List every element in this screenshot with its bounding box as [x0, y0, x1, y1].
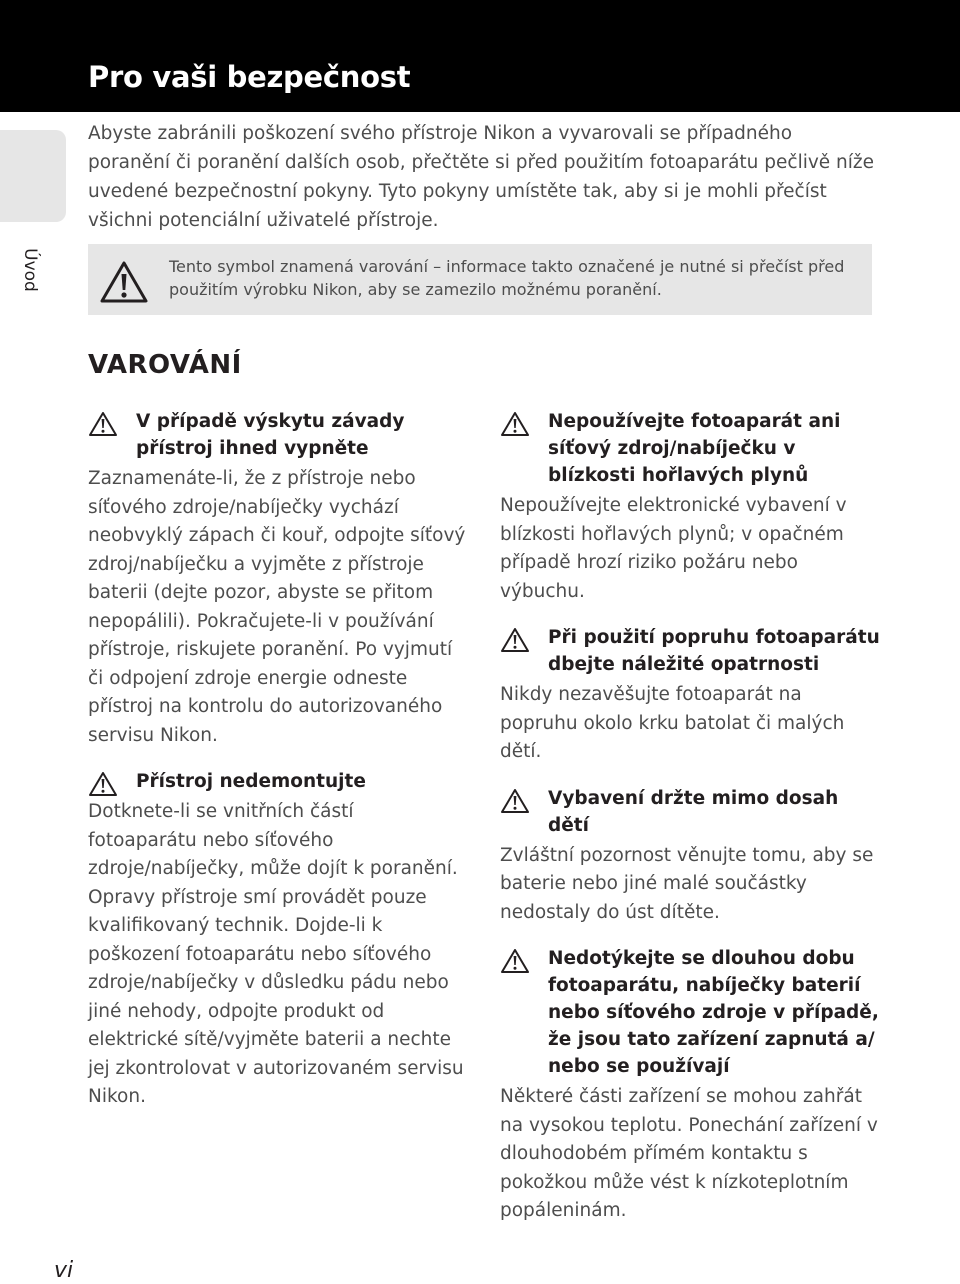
warning-triangle-icon: [500, 788, 530, 814]
warning-item-title: Nedotýkejte se dlouhou dobu fotoaparátu, nabíječky baterií nebo síťového zdroje v případě, že jsou tato zařízení zapnutá a/ nebo se používají: [548, 948, 879, 1077]
warning-item-title: Nepoužívejte fotoaparát ani síťový zdroj/nabíječku v blízkosti hořlavých plynů: [548, 411, 841, 486]
warning-item: [500, 945, 880, 1226]
warning-item-title: Při použití popruhu fotoaparátu dbejte náležité opatrnosti: [548, 627, 880, 675]
section-heading: VAROVÁNÍ: [88, 350, 242, 380]
warning-item: [500, 408, 880, 606]
warning-item: [88, 768, 468, 1112]
warning-item-body: Zaznamenáte-li, že z přístroje nebo síťového zdroje/nabíječky vychází neobvyklý zápach či kouř, odpojte síťový zdroj/nabíječku a vyjměte z přístroje baterii (dejte pozor, abyste se přitom nepopálili). Pokračujete-li v používání přístroje, riskujete poranění. Po vyjmutí či odpojení zdroje energie odneste přístroj na kontrolu do autorizovaného servisu Nikon.: [88, 468, 466, 746]
warning-triangle-icon: [88, 771, 118, 797]
warning-item-body: Zvláštní pozornost věnujte tomu, aby se baterie nebo jiné malé součástky nedostaly do úst dítěte.: [500, 844, 874, 923]
warning-item-body: Dotknete-li se vnitřních částí fotoaparátu nebo síťového zdroje/nabíječky, může dojít k poranění. Opravy přístroje smí provádět pouze kvalifikovaný technik. Dojde-li k poškození fotoaparátu nebo síťového zdroje/nabíječky v důsledku pádu nebo jiné nehody, odpojte produkt od elektrické sítě/vyjměte baterii a nechte jej zkontrolovat v autorizovaném servisu Nikon.: [88, 801, 464, 1107]
left-column: [88, 408, 468, 1130]
intro-paragraph: Abyste zabránili poškození svého přístroje Nikon a vyvarovali se případného poranění či poranění dalších osob, přečtěte si před použitím fotoaparátu pečlivě níže uvedené bezpečnostní pokyny. Tyto pokyny umístěte tak, aby si je mohli přečíst všichni potenciální uživatelé přístroje.: [88, 123, 875, 231]
warning-triangle-icon: [500, 627, 530, 653]
right-column: [500, 408, 880, 1244]
warning-item-body: Nikdy nezavěšujte fotoaparát na popruhu okolo krku batolat či malých dětí.: [500, 684, 845, 762]
symbol-note-text: Tento symbol znamená varování – informace takto označené je nutné si přečíst před použitím výrobku Nikon, aby se zamezilo možnému poranění.: [169, 257, 845, 299]
warning-triangle-icon: [88, 411, 118, 437]
page-number: vi: [54, 1258, 74, 1283]
warning-item-title: Vybavení držte mimo dosah dětí: [548, 787, 839, 836]
symbol-note: [88, 244, 872, 315]
side-tab-label: Úvod: [20, 248, 40, 292]
warning-triangle-icon: [500, 948, 530, 974]
warning-item: [500, 624, 880, 767]
side-tab: [0, 130, 66, 222]
warning-item: [88, 408, 468, 750]
warning-triangle-icon: [99, 260, 149, 304]
warning-item-body: Nepoužívejte elektronické vybavení v blízkosti hořlavých plynů; v opačném případě hrozí riziko požáru nebo výbuchu.: [500, 495, 847, 602]
warning-item: [500, 785, 880, 928]
warning-item-title: V případě výskytu závady přístroj ihned vypněte: [136, 411, 405, 459]
page-title: Pro vaši bezpečnost: [88, 60, 411, 94]
warning-item-title: Přístroj nedemontujte: [136, 771, 366, 792]
warning-triangle-icon: [500, 411, 530, 437]
header-bar: [0, 0, 960, 112]
warning-item-body: Některé části zařízení se mohou zahřát na vysokou teplotu. Ponechání zařízení v dlouhodobém přímém kontaktu s pokožkou může vést k nízkoteplotním popáleninám.: [500, 1086, 878, 1221]
